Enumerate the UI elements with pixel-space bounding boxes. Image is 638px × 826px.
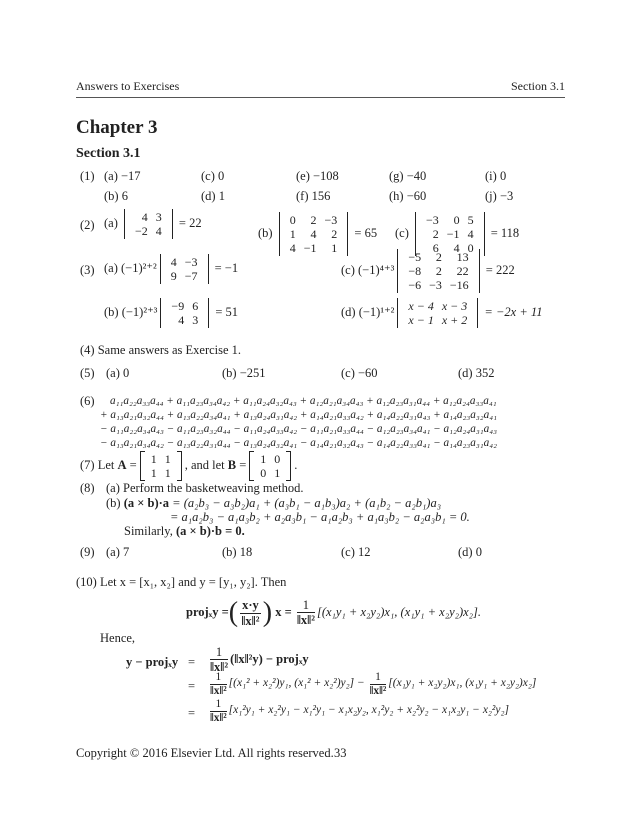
exercise-4: (4) Same answers as Exercise 1. <box>80 343 242 357</box>
matrix-entry: 4 <box>141 210 148 224</box>
matrix-entry: 4 <box>467 227 474 241</box>
matrix-entry: 13 <box>456 250 469 264</box>
exercise-number: (9) <box>80 545 95 559</box>
exercise-number: (1) <box>80 169 95 183</box>
matrix-table <box>131 210 166 238</box>
answer: (d) 352 <box>458 366 495 380</box>
matrix-entry: 1 <box>164 466 171 480</box>
matrix-entry: 0 <box>467 241 474 255</box>
matrix-entry: 1 <box>164 452 171 466</box>
matrix-entry: x + 2 <box>441 313 468 327</box>
matrix-row <box>422 213 478 227</box>
matrix-entry: 3 <box>155 210 162 224</box>
answer: (a) −17 <box>104 169 141 183</box>
equation-line: $\frac{1}{\text{‖x‖²}}$ [(x₁² + x₂²)y₁, (x₁² + x₂²)y₂] − $\frac{1}{\text{‖x‖²}}$ [(x₁y₁ + x₂y₂)x₁, (x₁y₁ + x₂y₂)x₂] <box>210 671 537 697</box>
section-title: Section 3.1 <box>76 146 141 161</box>
matrix-entry: 5 <box>467 213 474 227</box>
matrix-a <box>140 451 182 481</box>
answer: (e) −108 <box>296 169 339 183</box>
matrix-entry: 4 <box>170 255 177 269</box>
answer: (f) 156 <box>296 189 331 203</box>
determinant <box>124 209 173 239</box>
matrix-row <box>147 452 175 466</box>
exercise-number: (6) <box>80 394 95 408</box>
matrix-entry: x − 1 <box>408 313 434 327</box>
expansion-line: − a₁₃a₂₁a₃₄a₄₂ − a₁₃a₂₂a₃₁a₄₄ − a₁₃a₂₄a₃₂a₄₁ − a₁₄a₂₁a₃₂a₄₃ − a₁₄a₂₂a₃₃a₄₁ − a₁₄a₂₃a₃₁a₄₂ <box>100 437 498 449</box>
answer: (b) (a × b)·a = (a₂b₃ − a₃b₂)a₁ + (a₃b₁ − a₁b₃)a₂ + (a₁b₂ − a₂b₁)a₃ <box>106 496 442 510</box>
matrix-entry: 6 <box>192 299 199 313</box>
matrix-entry: 4 <box>178 313 185 327</box>
matrix-entry: −3 <box>426 213 439 227</box>
matrix-row <box>286 227 342 241</box>
answer: (b) −251 <box>222 366 266 380</box>
matrix-entry: 1 <box>331 241 338 255</box>
equation-lhs: y − projₓy <box>126 655 179 669</box>
running-header-left: Answers to Exercises <box>76 79 180 93</box>
answer: (a) 4 3 −2 4 = 22 <box>104 210 202 238</box>
equals-sign: = <box>188 706 196 720</box>
expansion-line: + a₁₃a₂₁a₃₂a₄₄ + a₁₃a₂₂a₃₄a₄₁ + a₁₃a₂₄a₃₁a₄₂ + a₁₄a₂₁a₃₃a₄₂ + a₁₄a₂₂a₃₁a₄₃ + a₁₄a₂₃a₃₂a₄₁ <box>100 409 498 421</box>
answer: (h) −60 <box>389 189 427 203</box>
matrix-entry: 0 <box>274 452 281 466</box>
matrix-entry: 6 <box>432 241 439 255</box>
matrix-table <box>404 299 471 327</box>
matrix-entry: −8 <box>408 264 422 278</box>
answer: (b) 0 2 −3 1 4 2 4 −1 1 = 65 <box>258 213 378 255</box>
chapter-title: Chapter 3 <box>76 117 158 138</box>
matrix-entry: −9 <box>171 299 185 313</box>
matrix-row <box>404 313 471 327</box>
equals-sign: = <box>188 679 196 693</box>
matrix-row <box>404 299 471 313</box>
matrix-row <box>167 255 202 269</box>
matrix-entry: −3 <box>184 255 198 269</box>
matrix-row <box>167 269 202 283</box>
matrix-entry: x − 4 <box>408 299 434 313</box>
matrix-entry: 22 <box>456 264 469 278</box>
matrix-row <box>404 250 472 264</box>
matrix-table <box>404 250 472 292</box>
determinant <box>397 298 478 328</box>
equals-sign: = <box>188 655 196 669</box>
matrix-entry: x − 3 <box>441 299 468 313</box>
answer: (a) 7 <box>106 545 130 559</box>
answer: (c) 12 <box>341 545 371 559</box>
matrix-row <box>256 452 284 466</box>
matrix-entry: 2 <box>310 213 317 227</box>
answer: (a) (−1)²⁺² 4 −3 9 −7 = −1 <box>104 255 239 283</box>
expansion-line: a₁₁a₂₂a₃₃a₄₄ + a₁₁a₂₃a₃₄a₄₂ + a₁₁a₂₄a₃₂a₄₃ + a₁₂a₂₁a₃₄a₄₃ + a₁₂a₂₃a₃₁a₄₄ + a₁₂a₂₄a₃₃a₄₁ <box>110 395 497 407</box>
matrix-entry: 2 <box>435 250 442 264</box>
matrix-entry: −3 <box>324 213 338 227</box>
determinant <box>279 212 349 256</box>
answer: (b) 18 <box>222 545 253 559</box>
matrix-entry: −6 <box>408 278 422 292</box>
answer: (g) −40 <box>389 169 427 183</box>
matrix-table <box>147 452 175 480</box>
answer: (j) −3 <box>485 189 514 203</box>
determinant <box>397 249 479 293</box>
exercise-7: (7) Let A = 1 1 1 1 , and let B = 1 0 0 1 . <box>80 452 298 480</box>
matrix-entry: −5 <box>408 250 422 264</box>
answer: (c) −60 <box>341 366 378 380</box>
expansion-line: − a₁₁a₂₂a₃₄a₄₃ − a₁₁a₂₃a₃₂a₄₄ − a₁₁a₂₄a₃₃a₄₂ − a₁₁a₂₁a₃₃a₄₄ − a₁₂a₂₃a₃₄a₄₁ − a₁₂a₂₄a₃₁a₄₃ <box>100 423 498 435</box>
matrix-entry: 4 <box>289 241 296 255</box>
answer: (d) 1 <box>201 189 225 203</box>
matrix-entry: 1 <box>274 466 281 480</box>
answer: (c) (−1)⁴⁺³ −5 2 13 −8 2 22 −6 −3 −16 = 222 <box>341 250 515 292</box>
matrix-entry: −2 <box>135 224 148 238</box>
equation-line: $\frac{1}{\text{‖x‖²}}$ [x₁²y₁ + x₂²y₁ − x₁²y₁ − x₁x₂y₂, x₁²y₂ + x₂²y₂ − x₁x₂y₁ − x₂²y₂] <box>210 698 509 724</box>
equation-line: = a₁a₂b₃ − a₁a₃b₂ + a₂a₃b₁ − a₁a₂b₃ + a₁a₃b₂ − a₂a₃b₁ = 0. <box>170 510 470 524</box>
matrix-entry: 0 <box>289 213 296 227</box>
answer: (a) 0 <box>106 366 130 380</box>
matrix-entry: −1 <box>303 241 317 255</box>
header-rule <box>76 97 565 98</box>
matrix-entry: 1 <box>289 227 296 241</box>
matrix-table <box>167 299 202 327</box>
answer: (a) Perform the basketweaving method. <box>106 481 304 495</box>
answer: (d) 0 <box>458 545 482 559</box>
matrix-entry: 1 <box>150 452 157 466</box>
exercise-intro: (10) Let x = [x₁, x₂] and y = [y₁, y₂]. Then <box>76 575 287 589</box>
exercise-number: (5) <box>80 366 95 380</box>
matrix-entry: −7 <box>184 269 198 283</box>
answer: (c) −3 0 5 2 −1 4 6 4 0 = 118 <box>395 213 520 255</box>
exercise-number: (8) <box>80 481 95 495</box>
answer: (b) (−1)²⁺³ −9 6 4 3 = 51 <box>104 299 239 327</box>
matrix-row <box>422 227 478 241</box>
matrix-row <box>286 241 342 255</box>
running-header-right: Section 3.1 <box>511 79 565 93</box>
matrix-table <box>167 255 202 283</box>
matrix-table <box>286 213 342 255</box>
matrix-row <box>404 278 472 292</box>
equation-line: Similarly, (a × b)·b = 0. <box>124 524 245 538</box>
hence-text: Hence, <box>100 631 136 645</box>
matrix-entry: 0 <box>453 213 460 227</box>
matrix-entry: 2 <box>432 227 439 241</box>
matrix-entry: 1 <box>150 466 157 480</box>
matrix-row <box>404 264 472 278</box>
matrix-b <box>249 451 291 481</box>
matrix-entry: 3 <box>192 313 199 327</box>
matrix-row <box>167 299 202 313</box>
projection-formula: projₓy =( $\frac{x\cdot y}{\text{‖x‖²}}$ ) x = $\frac{1}{\text{‖x‖²}}$ [(x₁y₁ + x₂y₂)x₁, (x₁y₁ + x₂y₂)x₂]. <box>186 597 482 628</box>
matrix-entry: −16 <box>449 278 469 292</box>
matrix-entry: 2 <box>435 264 442 278</box>
matrix-row <box>131 210 166 224</box>
answer: (c) 0 <box>201 169 225 183</box>
matrix-row <box>167 313 202 327</box>
matrix-entry: 0 <box>260 466 267 480</box>
determinant <box>160 298 209 328</box>
matrix-entry: −3 <box>429 278 442 292</box>
matrix-entry: 4 <box>155 224 162 238</box>
matrix-row <box>147 466 175 480</box>
matrix-entry: 1 <box>260 452 267 466</box>
determinant <box>160 254 209 284</box>
answer: (d) (−1)¹⁺² x − 4 x − 3 x − 1 x + 2 = −2x + 11 <box>341 299 543 327</box>
equation-line: $\frac{1}{\text{‖x‖²}}$ (‖x‖²y) − projₓy <box>210 645 309 674</box>
answer: (b) 6 <box>104 189 128 203</box>
matrix-entry: 9 <box>170 269 177 283</box>
matrix-row <box>256 466 284 480</box>
matrix-table <box>256 452 284 480</box>
matrix-row <box>286 213 342 227</box>
copyright: Copyright © 2016 Elsevier Ltd. All rights reserved. <box>76 746 334 760</box>
matrix-row <box>131 224 166 238</box>
matrix-entry: 4 <box>453 241 460 255</box>
matrix-entry: −1 <box>446 227 460 241</box>
matrix-entry: 2 <box>331 227 338 241</box>
matrix-entry: 4 <box>310 227 317 241</box>
page-number: 33 <box>334 746 347 760</box>
answer: (i) 0 <box>485 169 507 183</box>
exercise-number: (2) <box>80 218 95 232</box>
exercise-number: (3) <box>80 263 95 277</box>
